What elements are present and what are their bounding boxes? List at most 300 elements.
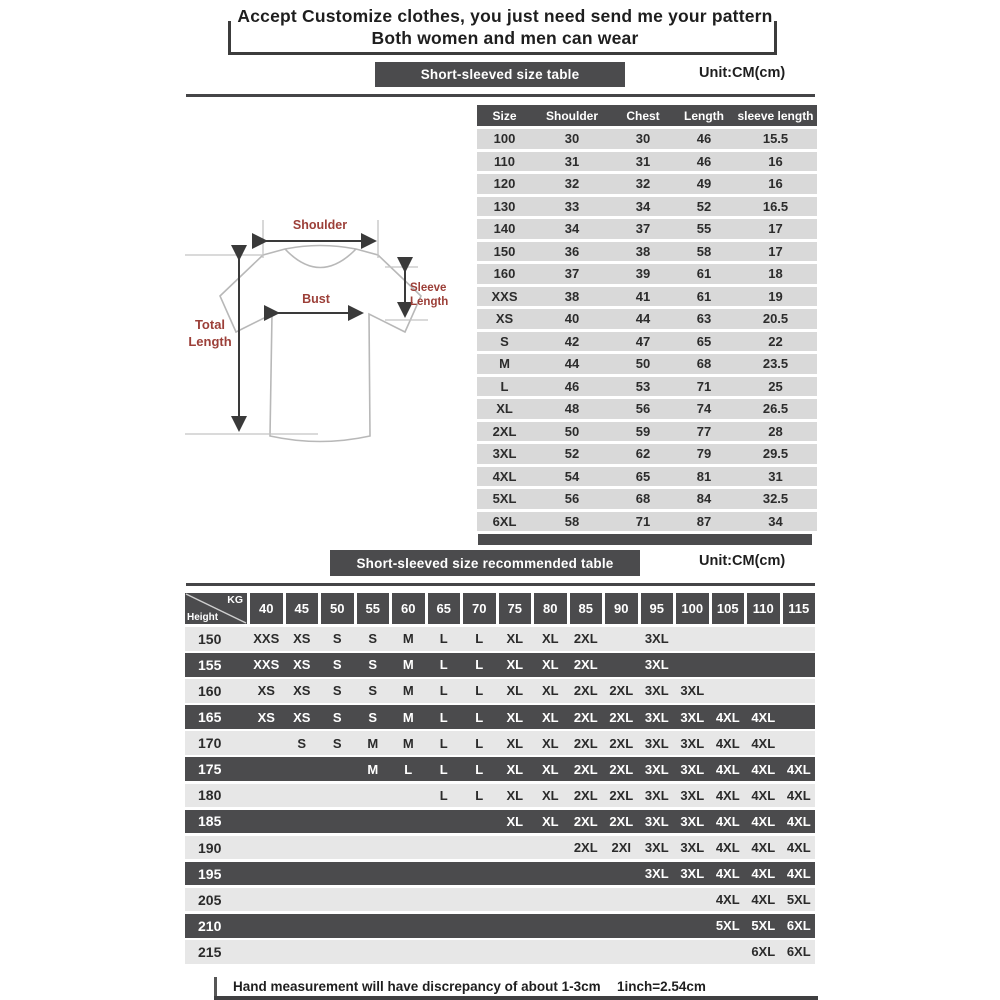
size-table-row xyxy=(477,489,817,509)
recommended-size-cell: 5XL xyxy=(751,918,776,934)
weight-column-header: 115 xyxy=(783,593,816,624)
recommended-size-cell: 4XL xyxy=(751,813,776,829)
recommended-size-cell: 3XL xyxy=(644,761,669,777)
size-table-cell: 68 xyxy=(674,354,734,374)
recommended-size-cell: 2XL xyxy=(609,787,634,803)
recommended-size-cell: XL xyxy=(541,631,559,647)
recommended-size-cell: 4XL xyxy=(751,787,776,803)
recommended-size-cell: 6XL xyxy=(786,918,811,934)
size-table-cell: 32 xyxy=(612,174,674,194)
size-table xyxy=(477,102,817,534)
size-table-cell: 40 xyxy=(532,309,612,329)
size-table-row xyxy=(477,377,817,397)
matrix-row-160 xyxy=(185,679,815,703)
recommended-size-cell: M xyxy=(402,683,414,699)
size-table-cell: 160 xyxy=(477,264,532,284)
recommended-size-matrix xyxy=(185,593,815,966)
size-table-cell: 37 xyxy=(532,264,612,284)
size-table-cell: 17 xyxy=(734,242,817,262)
recommended-size-cell: S xyxy=(368,657,378,673)
recommended-size-cell: 3XL xyxy=(680,813,705,829)
recommended-size-cell: S xyxy=(368,683,378,699)
recommended-size-cell: 2XL xyxy=(609,683,634,699)
size-table-cell: 47 xyxy=(612,332,674,352)
size-table-cell: 36 xyxy=(532,242,612,262)
footer-conversion: 1inch=2.54cm xyxy=(617,979,706,994)
recommended-size-cell: 3XL xyxy=(680,709,705,725)
size-table-cell: 20.5 xyxy=(734,309,817,329)
recommended-size-cell: 4XL xyxy=(715,813,740,829)
recommended-size-cell: 4XL xyxy=(751,866,776,882)
recommended-size-cell: 3XL xyxy=(644,840,669,855)
matrix-row-155 xyxy=(185,653,815,677)
recommended-size-cell: M xyxy=(402,709,414,725)
size-table-row xyxy=(477,354,817,374)
recommended-size-cell: L xyxy=(475,787,484,803)
size-table-cell: M xyxy=(477,354,532,374)
recommended-size-cell: 2XL xyxy=(609,735,634,751)
size-table-col-header: Size xyxy=(477,105,532,126)
recommended-size-cell: XL xyxy=(506,735,524,751)
weight-column-header: 65 xyxy=(428,593,461,624)
recommended-size-cell: 2XL xyxy=(609,813,634,829)
size-table-cell: 46 xyxy=(532,377,612,397)
footer-bottom-line xyxy=(214,996,818,1000)
size-table-cell: 59 xyxy=(612,422,674,442)
recommended-size-cell: 3XL xyxy=(680,735,705,751)
recommended-size-cell: 4XL xyxy=(715,840,740,855)
recommended-size-cell: 6XL xyxy=(786,944,811,960)
recommended-size-cell: 3XL xyxy=(680,683,705,699)
matrix-row-195 xyxy=(185,862,815,886)
height-row-header: 215 xyxy=(198,943,222,960)
recommended-size-cell: 4XL xyxy=(786,813,811,829)
size-table-cell: 52 xyxy=(674,197,734,217)
recommended-size-cell: S xyxy=(368,709,378,725)
size-table-cell: 46 xyxy=(674,152,734,172)
size-table-cell: 30 xyxy=(612,129,674,149)
size-table-row xyxy=(477,242,817,262)
size-table-cell: 23.5 xyxy=(734,354,817,374)
size-table-cell: 110 xyxy=(477,152,532,172)
recommended-size-cell: L xyxy=(475,683,484,699)
recommended-size-cell: 4XL xyxy=(715,787,740,803)
weight-column-header: 100 xyxy=(676,593,709,624)
recommended-size-cell: M xyxy=(402,735,414,751)
recommended-size-cell: 4XL xyxy=(715,761,740,777)
recommended-size-cell: 3XL xyxy=(680,866,705,882)
size-table-cell: 50 xyxy=(532,422,612,442)
size-table-row xyxy=(477,444,817,464)
recommended-size-cell: 3XL xyxy=(644,657,669,673)
size-table-cell: 79 xyxy=(674,444,734,464)
size-table-col-header: Length xyxy=(674,105,734,126)
size-table-cell: 22 xyxy=(734,332,817,352)
recommended-size-cell: XL xyxy=(541,761,559,777)
recommended-size-cell: S xyxy=(332,657,342,673)
recommended-size-cell: S xyxy=(332,709,342,725)
recommended-size-cell: L xyxy=(475,709,484,725)
recommended-size-cell: S xyxy=(332,631,342,647)
headline-line2: Both women and men can wear xyxy=(371,28,639,48)
recommended-size-cell: XXS xyxy=(253,631,280,647)
size-table-row xyxy=(477,309,817,329)
recommended-size-cell: 2XL xyxy=(573,709,598,725)
size-table-cell: 44 xyxy=(532,354,612,374)
section1-rule xyxy=(186,94,815,97)
size-table-row xyxy=(477,264,817,284)
recommended-size-cell: 2XL xyxy=(573,735,598,751)
size-table-cell: 34 xyxy=(734,512,817,532)
recommended-size-cell: XL xyxy=(506,787,524,803)
recommended-size-cell: 2XL xyxy=(573,813,598,829)
weight-column-header: 90 xyxy=(605,593,638,624)
recommended-size-cell: 6XL xyxy=(751,944,776,960)
size-table-cell: 16 xyxy=(734,174,817,194)
recommended-size-cell: 4XL xyxy=(751,840,776,855)
recommended-size-cell: XL xyxy=(506,657,524,673)
recommended-size-cell: 3XL xyxy=(644,866,669,882)
size-table-row xyxy=(477,399,817,419)
size-table-cell: 48 xyxy=(532,399,612,419)
size-table-cell: 34 xyxy=(612,197,674,217)
total-length-label-line2: Length xyxy=(188,334,232,349)
recommended-size-cell: L xyxy=(475,657,484,673)
size-table-cell: 17 xyxy=(734,219,817,239)
size-table-cell: 71 xyxy=(612,512,674,532)
size-table-row xyxy=(477,219,817,239)
weight-column-header: 75 xyxy=(499,593,532,624)
recommended-size-cell: 3XL xyxy=(644,813,669,829)
size-table-row xyxy=(477,422,817,442)
size-table-cell: 6XL xyxy=(477,512,532,532)
size-table-cell: 4XL xyxy=(477,467,532,487)
matrix-row-190 xyxy=(185,836,815,860)
weight-column-header: 45 xyxy=(286,593,319,624)
size-table-cell: 87 xyxy=(674,512,734,532)
size-table-cell: 16 xyxy=(734,152,817,172)
size-table-cell: 39 xyxy=(612,264,674,284)
size-table-cell: 33 xyxy=(532,197,612,217)
height-row-header: 190 xyxy=(198,839,222,856)
recommended-size-cell: 3XL xyxy=(680,761,705,777)
size-table-bottom-bar xyxy=(478,534,812,545)
height-row-header: 160 xyxy=(198,682,222,699)
recommended-size-cell: XL xyxy=(506,709,524,725)
recommended-table-badge: Short-sleeved size recommended table xyxy=(330,550,640,576)
recommended-size-cell: L xyxy=(439,709,448,725)
size-table-cell: 49 xyxy=(674,174,734,194)
weight-column-header: 110 xyxy=(747,593,780,624)
bust-label: Bust xyxy=(302,292,330,306)
height-row-header: 155 xyxy=(198,656,222,673)
recommended-size-cell: XXS xyxy=(253,657,280,673)
recommended-size-cell: L xyxy=(439,683,448,699)
recommended-table-unit: Unit:CM(cm) xyxy=(699,553,786,569)
size-table-cell: 130 xyxy=(477,197,532,217)
recommended-size-cell: S xyxy=(332,683,342,699)
shoulder-label: Shoulder xyxy=(292,218,348,232)
matrix-body xyxy=(185,627,815,964)
size-table-cell: 63 xyxy=(674,309,734,329)
matrix-header-row xyxy=(185,593,815,624)
size-table-row xyxy=(477,152,817,172)
size-table-cell: 38 xyxy=(612,242,674,262)
recommended-size-cell: S xyxy=(297,735,307,751)
recommended-size-cell: M xyxy=(367,761,379,777)
size-table-cell: 37 xyxy=(612,219,674,239)
matrix-row-205 xyxy=(185,888,815,912)
size-table-cell: 61 xyxy=(674,264,734,284)
weight-column-header: 40 xyxy=(250,593,283,624)
size-table-cell: 34 xyxy=(532,219,612,239)
recommended-size-cell: 4XL xyxy=(715,735,740,751)
size-table-unit: Unit:CM(cm) xyxy=(699,65,786,81)
recommended-size-cell: L xyxy=(475,631,484,647)
matrix-row-165 xyxy=(185,705,815,729)
recommended-size-cell: 4XL xyxy=(786,866,811,882)
size-table-cell: XL xyxy=(477,399,532,419)
weight-column-header: 50 xyxy=(321,593,354,624)
height-row-header: 210 xyxy=(198,917,222,934)
matrix-corner-cell xyxy=(185,593,247,624)
size-table-cell: 55 xyxy=(674,219,734,239)
recommended-size-cell: XL xyxy=(541,657,559,673)
recommended-size-cell: 2XL xyxy=(573,657,598,673)
recommended-size-cell: S xyxy=(368,631,378,647)
height-row-header: 175 xyxy=(198,761,222,778)
size-table-cell: 46 xyxy=(674,129,734,149)
recommended-size-cell: 2XL xyxy=(573,683,598,699)
recommended-size-cell: 4XL xyxy=(751,761,776,777)
size-table-cell: 25 xyxy=(734,377,817,397)
recommended-size-cell: 5XL xyxy=(715,918,740,934)
recommended-size-cell: XL xyxy=(541,813,559,829)
recommended-size-cell: 4XL xyxy=(715,866,740,882)
size-table-cell: 84 xyxy=(674,489,734,509)
tshirt-outline xyxy=(220,246,421,442)
size-table-cell: 52 xyxy=(532,444,612,464)
total-length-label-line1: Total xyxy=(194,317,226,332)
size-table-cell: 68 xyxy=(612,489,674,509)
recommended-size-cell: L xyxy=(439,631,448,647)
headline xyxy=(205,5,805,49)
size-table-row xyxy=(477,332,817,352)
size-table-cell: 50 xyxy=(612,354,674,374)
size-table-cell: 58 xyxy=(674,242,734,262)
recommended-size-cell: 4XL xyxy=(715,892,740,908)
size-table-badge: Short-sleeved size table xyxy=(375,62,625,87)
size-table-cell: 41 xyxy=(612,287,674,307)
size-table-row xyxy=(477,197,817,217)
recommended-size-cell: M xyxy=(402,631,414,647)
size-table-cell: 65 xyxy=(612,467,674,487)
recommended-size-cell: L xyxy=(439,787,448,803)
size-table-row xyxy=(477,512,817,532)
height-row-header: 205 xyxy=(198,891,222,908)
corner-height-label: Height xyxy=(187,612,219,623)
recommended-size-cell: 4XL xyxy=(751,892,776,908)
size-table-cell: 2XL xyxy=(477,422,532,442)
recommended-size-cell: XS xyxy=(293,631,311,647)
footer-left-tick xyxy=(214,977,217,998)
weight-column-header: 85 xyxy=(570,593,603,624)
recommended-size-cell: 4XL xyxy=(751,709,776,725)
recommended-size-cell: XL xyxy=(541,787,559,803)
size-table-col-header: sleeve length xyxy=(734,105,817,126)
recommended-size-cell: 3XL xyxy=(644,631,669,647)
size-table-cell: 31 xyxy=(612,152,674,172)
recommended-size-cell: 2XI xyxy=(611,840,631,855)
size-table-body xyxy=(477,129,817,531)
tshirt-measurement-diagram xyxy=(160,196,475,471)
size-table-cell: 54 xyxy=(532,467,612,487)
size-table-row xyxy=(477,174,817,194)
weight-column-header: 95 xyxy=(641,593,674,624)
size-table-cell: 32.5 xyxy=(734,489,817,509)
size-table-cell: 150 xyxy=(477,242,532,262)
recommended-size-cell: L xyxy=(475,735,484,751)
recommended-size-cell: S xyxy=(332,735,342,751)
size-table-cell: 28 xyxy=(734,422,817,442)
size-table-cell: 53 xyxy=(612,377,674,397)
size-table-cell: 77 xyxy=(674,422,734,442)
size-table-cell: 29.5 xyxy=(734,444,817,464)
recommended-size-cell: 3XL xyxy=(644,787,669,803)
size-table-cell: 38 xyxy=(532,287,612,307)
footer-note: Hand measurement will have discrepancy of about 1-3cm xyxy=(233,979,601,994)
matrix-row-175 xyxy=(185,757,815,781)
recommended-size-cell: L xyxy=(439,735,448,751)
size-table-cell: 42 xyxy=(532,332,612,352)
recommended-size-cell: XS xyxy=(257,709,275,725)
recommended-size-cell: 3XL xyxy=(644,735,669,751)
weight-column-header: 60 xyxy=(392,593,425,624)
matrix-row-150 xyxy=(185,627,815,651)
recommended-size-cell: XL xyxy=(541,735,559,751)
height-row-header: 180 xyxy=(198,787,222,804)
recommended-size-cell: 4XL xyxy=(715,709,740,725)
recommended-size-cell: XL xyxy=(506,631,524,647)
matrix-row-215 xyxy=(185,940,815,964)
weight-column-header: 80 xyxy=(534,593,567,624)
recommended-size-cell: XL xyxy=(541,709,559,725)
recommended-size-cell: 5XL xyxy=(786,892,811,908)
matrix-row-185 xyxy=(185,810,815,834)
weight-column-header: 70 xyxy=(463,593,496,624)
recommended-size-cell: M xyxy=(367,735,379,751)
size-table-cell: 3XL xyxy=(477,444,532,464)
size-table-cell: 30 xyxy=(532,129,612,149)
recommended-size-cell: 2XL xyxy=(609,761,634,777)
recommended-size-cell: 4XL xyxy=(786,840,811,855)
size-table-cell: XS xyxy=(477,309,532,329)
size-table-col-header: Shoulder xyxy=(532,105,612,126)
size-table-cell: 26.5 xyxy=(734,399,817,419)
headline-line1: Accept Customize clothes, you just need send me your pattern xyxy=(237,6,773,26)
size-table-cell: 62 xyxy=(612,444,674,464)
sleeve-length-label-line1: Sleeve xyxy=(410,282,447,294)
recommended-size-cell: XL xyxy=(506,813,524,829)
weight-column-header: 105 xyxy=(712,593,745,624)
recommended-size-cell: 3XL xyxy=(680,840,705,855)
corner-kg-label: KG xyxy=(227,594,243,606)
size-table-cell: 61 xyxy=(674,287,734,307)
recommended-size-cell: 2XL xyxy=(609,709,634,725)
recommended-size-cell: 2XL xyxy=(573,840,598,855)
recommended-size-cell: 2XL xyxy=(573,631,598,647)
sleeve-length-label-line2: Length xyxy=(410,296,449,308)
recommended-size-cell: 2XL xyxy=(573,787,598,803)
size-table-cell: 18 xyxy=(734,264,817,284)
size-table-row xyxy=(477,467,817,487)
size-table-col-header: Chest xyxy=(612,105,674,126)
size-table-row xyxy=(477,129,817,149)
size-table-cell: 56 xyxy=(612,399,674,419)
recommended-size-cell: XS xyxy=(293,657,311,673)
recommended-size-cell: M xyxy=(402,657,414,673)
size-table-cell: 56 xyxy=(532,489,612,509)
size-table-cell: 15.5 xyxy=(734,129,817,149)
size-table-cell: 65 xyxy=(674,332,734,352)
size-table-cell: 58 xyxy=(532,512,612,532)
height-row-header: 195 xyxy=(198,865,222,882)
recommended-size-cell: 2XL xyxy=(573,761,598,777)
size-table-cell: S xyxy=(477,332,532,352)
size-table-cell: 5XL xyxy=(477,489,532,509)
recommended-size-cell: XL xyxy=(541,683,559,699)
weight-column-header: 55 xyxy=(357,593,390,624)
size-table-cell: XXS xyxy=(477,287,532,307)
size-table-cell: 31 xyxy=(734,467,817,487)
size-table-cell: 100 xyxy=(477,129,532,149)
height-row-header: 150 xyxy=(198,630,222,647)
size-table-row xyxy=(477,287,817,307)
height-row-header: 165 xyxy=(198,709,222,726)
size-table-cell: 44 xyxy=(612,309,674,329)
height-row-header: 185 xyxy=(198,813,222,830)
recommended-size-cell: 3XL xyxy=(644,709,669,725)
recommended-size-cell: XL xyxy=(506,683,524,699)
size-table-cell: 81 xyxy=(674,467,734,487)
size-table-cell: L xyxy=(477,377,532,397)
recommended-size-cell: 3XL xyxy=(644,683,669,699)
recommended-size-cell: 4XL xyxy=(786,761,811,777)
matrix-row-170 xyxy=(185,731,815,755)
recommended-size-cell: XS xyxy=(257,683,275,699)
size-table-cell: 71 xyxy=(674,377,734,397)
size-table-header-row xyxy=(477,105,817,126)
height-row-header: 170 xyxy=(198,735,222,752)
size-table-cell: 16.5 xyxy=(734,197,817,217)
recommended-size-cell: 4XL xyxy=(786,787,811,803)
size-table-cell: 31 xyxy=(532,152,612,172)
size-table-cell: 140 xyxy=(477,219,532,239)
recommended-size-cell: XS xyxy=(293,709,311,725)
size-table-cell: 19 xyxy=(734,287,817,307)
recommended-size-cell: XL xyxy=(506,761,524,777)
recommended-size-cell: L xyxy=(439,761,448,777)
recommended-size-cell: 3XL xyxy=(680,787,705,803)
recommended-size-cell: L xyxy=(404,761,413,777)
recommended-size-cell: XS xyxy=(293,683,311,699)
section2-rule xyxy=(186,583,815,586)
recommended-size-cell: 4XL xyxy=(751,735,776,751)
recommended-size-cell: L xyxy=(439,657,448,673)
size-table-cell: 74 xyxy=(674,399,734,419)
matrix-row-210 xyxy=(185,914,815,938)
size-table-cell: 120 xyxy=(477,174,532,194)
